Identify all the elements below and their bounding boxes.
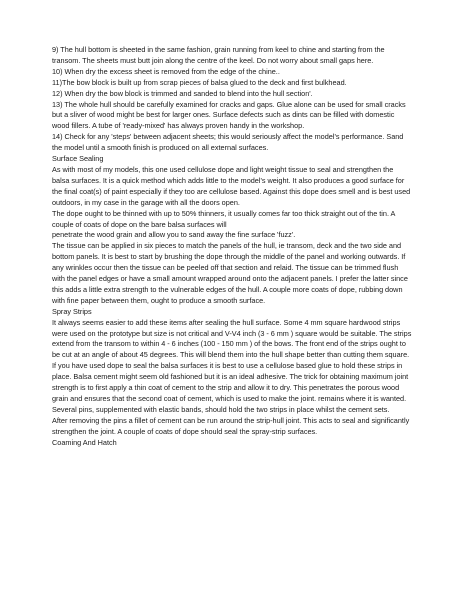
paragraph-step-12: 12) When dry the bow block is trimmed and sanded to blend into the hull section'. <box>52 88 313 98</box>
paragraph-dope-thinning: The dope ought to be thinned with up to 50% thinners, it usually comes far too thick straight out of the tin. A couple of coats of dope on the bare balsa surfaces will <box>52 208 395 229</box>
paragraph-spray-strips-fillet: After removing the pins a fillet of cement can be run around the strip-hull joint. This acts to seal and significantly strengthen the joint. A couple of coats of dope should seal the spray-strip surfaces. <box>52 415 410 436</box>
paragraph-step-10: 10) When dry the excess sheet is removed from the edge of the chine.. <box>52 66 280 76</box>
paragraph-step-11: 11)The bow block is built up from scrap pieces of balsa glued to the deck and first bulkhead. <box>52 77 347 87</box>
section-heading-surface-sealing: Surface Sealing <box>52 154 104 164</box>
paragraph-tissue-application: The tissue can be applied in six pieces to match the panels of the hull, ie transom, deck and the two side and bottom panels. It is best to start by brushing the dope through the middle of the panel and working outwards. If any wrinkles occur then the tissue can be peeled off that section and relaid. The tissue can be trimmed flush with the panel edges or have a small amount wrapped around onto the adjacent panels. I prefer the latter since this adds a little extra strength to the vulnerable edges of the hull. A couple more coats of dope, rubbing down with fine paper between them, ought to produce a smooth surface. <box>52 241 408 305</box>
section-heading-spray-strips: Spray Strips <box>52 306 92 316</box>
paragraph-sealing-intro: As with most of my models, this one used cellulose dope and light weight tissue to seal and strengthen the balsa surfaces. It is a quick method which adds little to the model's weight. It also produces a good surface for the final coat(s) of paint especially if they too are cellulose based. Against this dope does smell and is best used outdoors, in my case in the garage with all the doors open. <box>52 164 411 207</box>
document-body <box>52 45 412 449</box>
paragraph-spray-strips-glue: If you have used dope to seal the balsa surfaces it is best to use a cellulose based glue to hold these strips in place. Balsa cement might seem old fashioned but it is an ideal adhesive. The trick for obtaining maximum joint strength is to first apply a thin coat of cement to the strip and allow it to dry. This penetrates the porous wood grain and ensures that the second coat of cement, which is used to make the joint. remains where it is wanted. Several pins, supplemented with elastic bands, should hold the two strips in place whilst the cement sets. <box>52 361 409 414</box>
paragraph-dope-sanding: penetrate the wood grain and allow you to sand away the fine surface 'fuzz'. <box>52 230 296 240</box>
paragraph-step-9: 9) The hull bottom is sheeted in the same fashion, grain running from keel to chine and starting from the transom. The sheets must butt join along the centre of the keel. Do not worry about small gaps here. <box>52 45 385 65</box>
paragraph-step-14: 14) Check for any 'steps' between adjacent sheets; this would seriously affect the model's performance. Sand the model until a smooth finish is produced on all external surfaces. <box>52 132 404 153</box>
paragraph-step-13: 13) The whole hull should be carefully examined for cracks and gaps. Glue alone can be used for small cracks but a sliver of wood might be best for larger ones. Surface defects such as dints can be filled with domestic wood fillers. A tube of 'ready-mixed' has always proven handy in the workshop. <box>52 99 406 131</box>
section-heading-coaming-and-hatch: Coaming And Hatch <box>52 437 117 447</box>
paragraph-spray-strips-size: It always seems easier to add these items after sealing the hull surface. Some 4 mm square hardwood strips were used on the prototype but size is not critical and V-V4 inch (3 - 6 mm ) square would be suitable. The strips extend from the transom to within 4 - 6 inches (100 - 150 mm ) of the bows. The front end of the strips ought to be cut at an angle of about 45 degrees. This will blend them into the hull shape better than cutting them square. <box>52 317 412 360</box>
